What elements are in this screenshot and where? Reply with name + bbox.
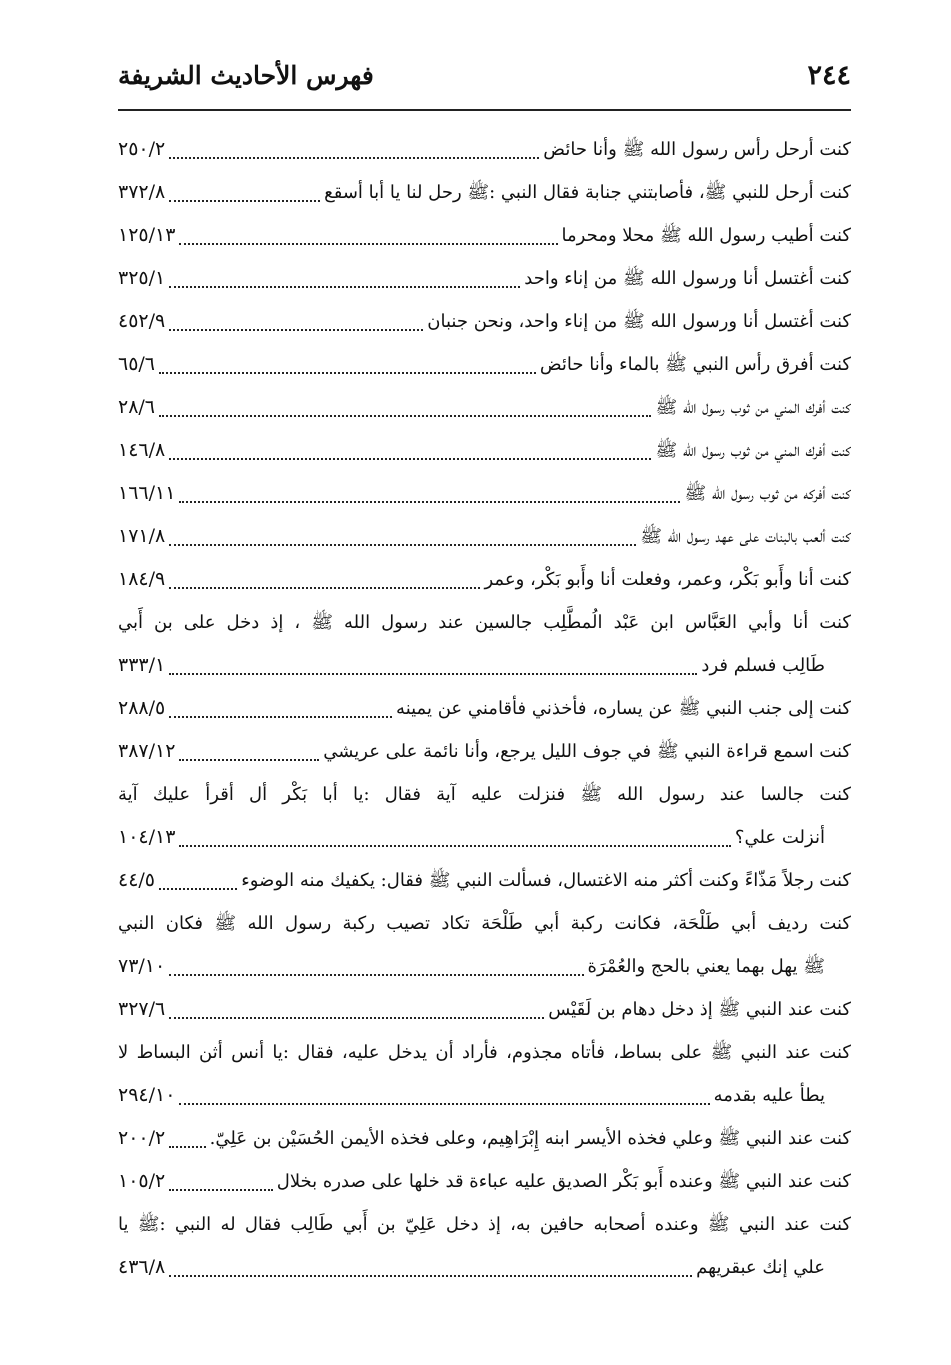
entry-line xyxy=(118,859,851,902)
entry-line xyxy=(118,558,851,601)
entry-line xyxy=(118,214,851,257)
hadith-text: كنت اسمع قراءة النبي ﷺ في جوف الليل يرجع، وأنا نائمة على عريشي xyxy=(323,741,851,762)
dot-leader xyxy=(179,759,319,761)
hadith-text: كنت أطيب رسول الله ﷺ محلا ومحرما xyxy=(561,225,851,246)
dot-leader xyxy=(169,587,480,589)
index-entry xyxy=(118,128,851,171)
hadith-text: كنت أفركه من ثوب رسول الله ﷺ xyxy=(684,483,851,504)
entry-line xyxy=(118,171,851,214)
hadith-text: كنت رديف أبي طَلْحَة، فكانت ركبة أبي طَلْحَة تكاد تصيب ركبة رسول الله ﷺ فكان النبي xyxy=(118,913,851,934)
entry-line xyxy=(118,472,851,515)
hadith-text: كنت ألعب بالبنات على عهد رسول الله ﷺ xyxy=(640,526,851,547)
index-entry xyxy=(118,859,851,902)
index-entry xyxy=(118,515,851,558)
index-entry xyxy=(118,343,851,386)
volume-page-reference: ٢٩٤/١٠ xyxy=(118,1084,176,1106)
index-entry xyxy=(118,472,851,515)
volume-page-reference: ٣٧٢/٨ xyxy=(118,181,166,203)
entry-line xyxy=(118,730,851,773)
dot-leader xyxy=(169,716,392,718)
dot-leader xyxy=(169,1017,544,1019)
index-entry xyxy=(118,171,851,214)
entry-line xyxy=(118,816,851,859)
hadith-text: طَالِب فسلم فرد xyxy=(701,655,825,676)
index-entry xyxy=(118,730,851,773)
entry-line xyxy=(118,945,851,988)
dot-leader xyxy=(169,1146,205,1148)
index-entry xyxy=(118,601,851,687)
index-entry xyxy=(118,988,851,1031)
entry-line xyxy=(118,128,851,171)
volume-page-reference: ٢٨٨/٥ xyxy=(118,697,166,719)
index-entry xyxy=(118,1160,851,1203)
entry-line xyxy=(118,988,851,1031)
dot-leader xyxy=(169,673,697,675)
volume-page-reference: ٣٢٧/٦ xyxy=(118,998,166,1020)
volume-page-reference: ١٢٥/١٣ xyxy=(118,224,176,246)
index-entry xyxy=(118,1031,851,1117)
hadith-text: كنت عند النبي ﷺ وعلي فخذه الأيسر ابنه إِبْرَاهِيم، وعلى فخذه الأيمن الحُسَيْن بن عَلِيّ. xyxy=(209,1128,851,1149)
hadith-text: كنت أرحل للنبي ﷺ، فأصابتني جنابة فقال النبي :ﷺ رحل لنا يا أبا أسقع xyxy=(324,182,851,203)
page-number: ٢٤٤ xyxy=(807,59,851,91)
hadith-text: كنت إلى جنب النبي ﷺ عن يساره، فأخذني فأقامني عن يمينه xyxy=(396,698,851,719)
volume-page-reference: ٤٥٢/٩ xyxy=(118,310,166,332)
dot-leader xyxy=(159,888,237,890)
dot-leader xyxy=(169,974,583,976)
dot-leader xyxy=(169,1189,273,1191)
volume-page-reference: ٣٢٥/١ xyxy=(118,267,166,289)
volume-page-reference: ١٠٤/١٣ xyxy=(118,826,176,848)
index-entry xyxy=(118,687,851,730)
hadith-text: كنت جالسا عند رسول الله ﷺ فنزلت عليه آية فقال :يا أبا بَكْر أل أقرأ عليك آية xyxy=(118,784,851,805)
index-entry xyxy=(118,257,851,300)
dot-leader xyxy=(169,458,651,460)
hadith-text: علي إنك عبقريهم xyxy=(696,1257,825,1278)
volume-page-reference: ١٠٥/٢ xyxy=(118,1170,166,1192)
index-entry xyxy=(118,429,851,472)
entry-line xyxy=(118,257,851,300)
dot-leader xyxy=(169,329,423,331)
page-header xyxy=(118,55,851,95)
hadith-text: كنت أفرك المني من ثوب رسول الله ﷺ xyxy=(655,397,851,418)
dot-leader xyxy=(169,544,636,546)
entry-line xyxy=(118,644,851,687)
volume-page-reference: ١٦٦/١١ xyxy=(118,482,176,504)
volume-page-reference: ٢٠٠/٢ xyxy=(118,1127,166,1149)
hadith-text: كنت أغتسل أنا ورسول الله ﷺ من إناء واحد xyxy=(524,268,851,289)
hadith-text: يطأ عليه بقدمه xyxy=(713,1085,825,1106)
hadith-text: ﷺ يهل بهما يعني بالحج والعُمْرَة xyxy=(587,956,825,977)
hadith-text: كنت أنا وأبي العَبَّاس ابن عَبْد الُمطَّلِب جالسين عند رسول الله ﷺ ، إذ دخل على بن أَبي xyxy=(118,612,851,633)
hadith-text: كنت عند النبي ﷺ إذ دخل دهام بن لَقَيْس xyxy=(548,999,851,1020)
index-entry xyxy=(118,1203,851,1289)
hadith-index-list xyxy=(118,128,851,1289)
volume-page-reference: ٣٨٧/١٢ xyxy=(118,740,176,762)
header-divider xyxy=(118,109,851,111)
hadith-text: كنت أنا وأَبو بَكْر، وعمر، وفعلت أنا وأَبو بَكْر، وعمر xyxy=(484,569,851,590)
dot-leader xyxy=(169,157,539,159)
hadith-text: كنت أفرك المني من ثوب رسول الله ﷺ xyxy=(655,440,851,461)
hadith-text: كنت رجلاً مَذّاءً وكنت أكثر منه الاغتسال، فسألت النبي ﷺ فقال: يكفيك منه الوضوء xyxy=(241,870,851,891)
dot-leader xyxy=(169,200,320,202)
index-entry xyxy=(118,214,851,257)
entry-line xyxy=(118,515,851,558)
volume-page-reference: ٢٨/٦ xyxy=(118,396,156,418)
dot-leader xyxy=(159,372,536,374)
hadith-text: كنت عند النبي ﷺ على بساط، فأتاه مجذوم، فأراد أن يدخل عليه، فقال :يا أنس أثن البساط لا xyxy=(118,1042,851,1063)
running-title: فهرس الأحاديث الشريفة xyxy=(118,60,374,90)
volume-page-reference: ٤٣٦/٨ xyxy=(118,1256,166,1278)
index-entry xyxy=(118,558,851,601)
volume-page-reference: ٦٥/٦ xyxy=(118,353,156,375)
volume-page-reference: ١٤٦/٨ xyxy=(118,439,166,461)
dot-leader xyxy=(179,1103,709,1105)
hadith-text: كنت أغتسل أنا ورسول الله ﷺ من إناء واحد، ونحن جنبان xyxy=(427,311,851,332)
index-entry xyxy=(118,1117,851,1160)
index-entry xyxy=(118,902,851,988)
entry-line xyxy=(118,1031,851,1074)
dot-leader xyxy=(179,243,557,245)
entry-line xyxy=(118,1160,851,1203)
volume-page-reference: ٧٣/١٠ xyxy=(118,955,166,977)
dot-leader xyxy=(179,845,730,847)
entry-line xyxy=(118,429,851,472)
dot-leader xyxy=(169,286,520,288)
index-entry xyxy=(118,300,851,343)
volume-page-reference: ٤٤/٥ xyxy=(118,869,156,891)
entry-line xyxy=(118,687,851,730)
hadith-text: أنزلت علي؟ xyxy=(734,827,825,848)
index-entry xyxy=(118,386,851,429)
dot-leader xyxy=(169,1275,692,1277)
volume-page-reference: ٢٥٠/٢ xyxy=(118,138,166,160)
entry-line xyxy=(118,300,851,343)
entry-line xyxy=(118,902,851,945)
entry-line xyxy=(118,1246,851,1289)
volume-page-reference: ٣٣٣/١ xyxy=(118,654,166,676)
volume-page-reference: ١٨٤/٩ xyxy=(118,568,166,590)
entry-line xyxy=(118,386,851,429)
entry-line xyxy=(118,343,851,386)
dot-leader xyxy=(179,501,680,503)
entry-line xyxy=(118,773,851,816)
entry-line xyxy=(118,1074,851,1117)
entry-line xyxy=(118,1203,851,1246)
dot-leader xyxy=(159,415,651,417)
entry-line xyxy=(118,601,851,644)
hadith-text: كنت عند النبي ﷺ وعنده أصحابه حافين به، إذ دخل عَلِيّ بن أَبي طَالِب فقال له النبي :ﷺ يا xyxy=(118,1214,851,1235)
volume-page-reference: ١٧١/٨ xyxy=(118,525,166,547)
entry-line xyxy=(118,1117,851,1160)
hadith-text: كنت أرحل رأس رسول الله ﷺ وأنا حائض xyxy=(543,139,851,160)
index-entry xyxy=(118,773,851,859)
hadith-text: كنت أفرق رأس النبي ﷺ بالماء وأنا حائض xyxy=(539,354,851,375)
hadith-text: كنت عند النبي ﷺ وعنده أَبو بَكْر الصديق عليه عباءة قد خلها على صدره بخلال xyxy=(276,1171,851,1192)
